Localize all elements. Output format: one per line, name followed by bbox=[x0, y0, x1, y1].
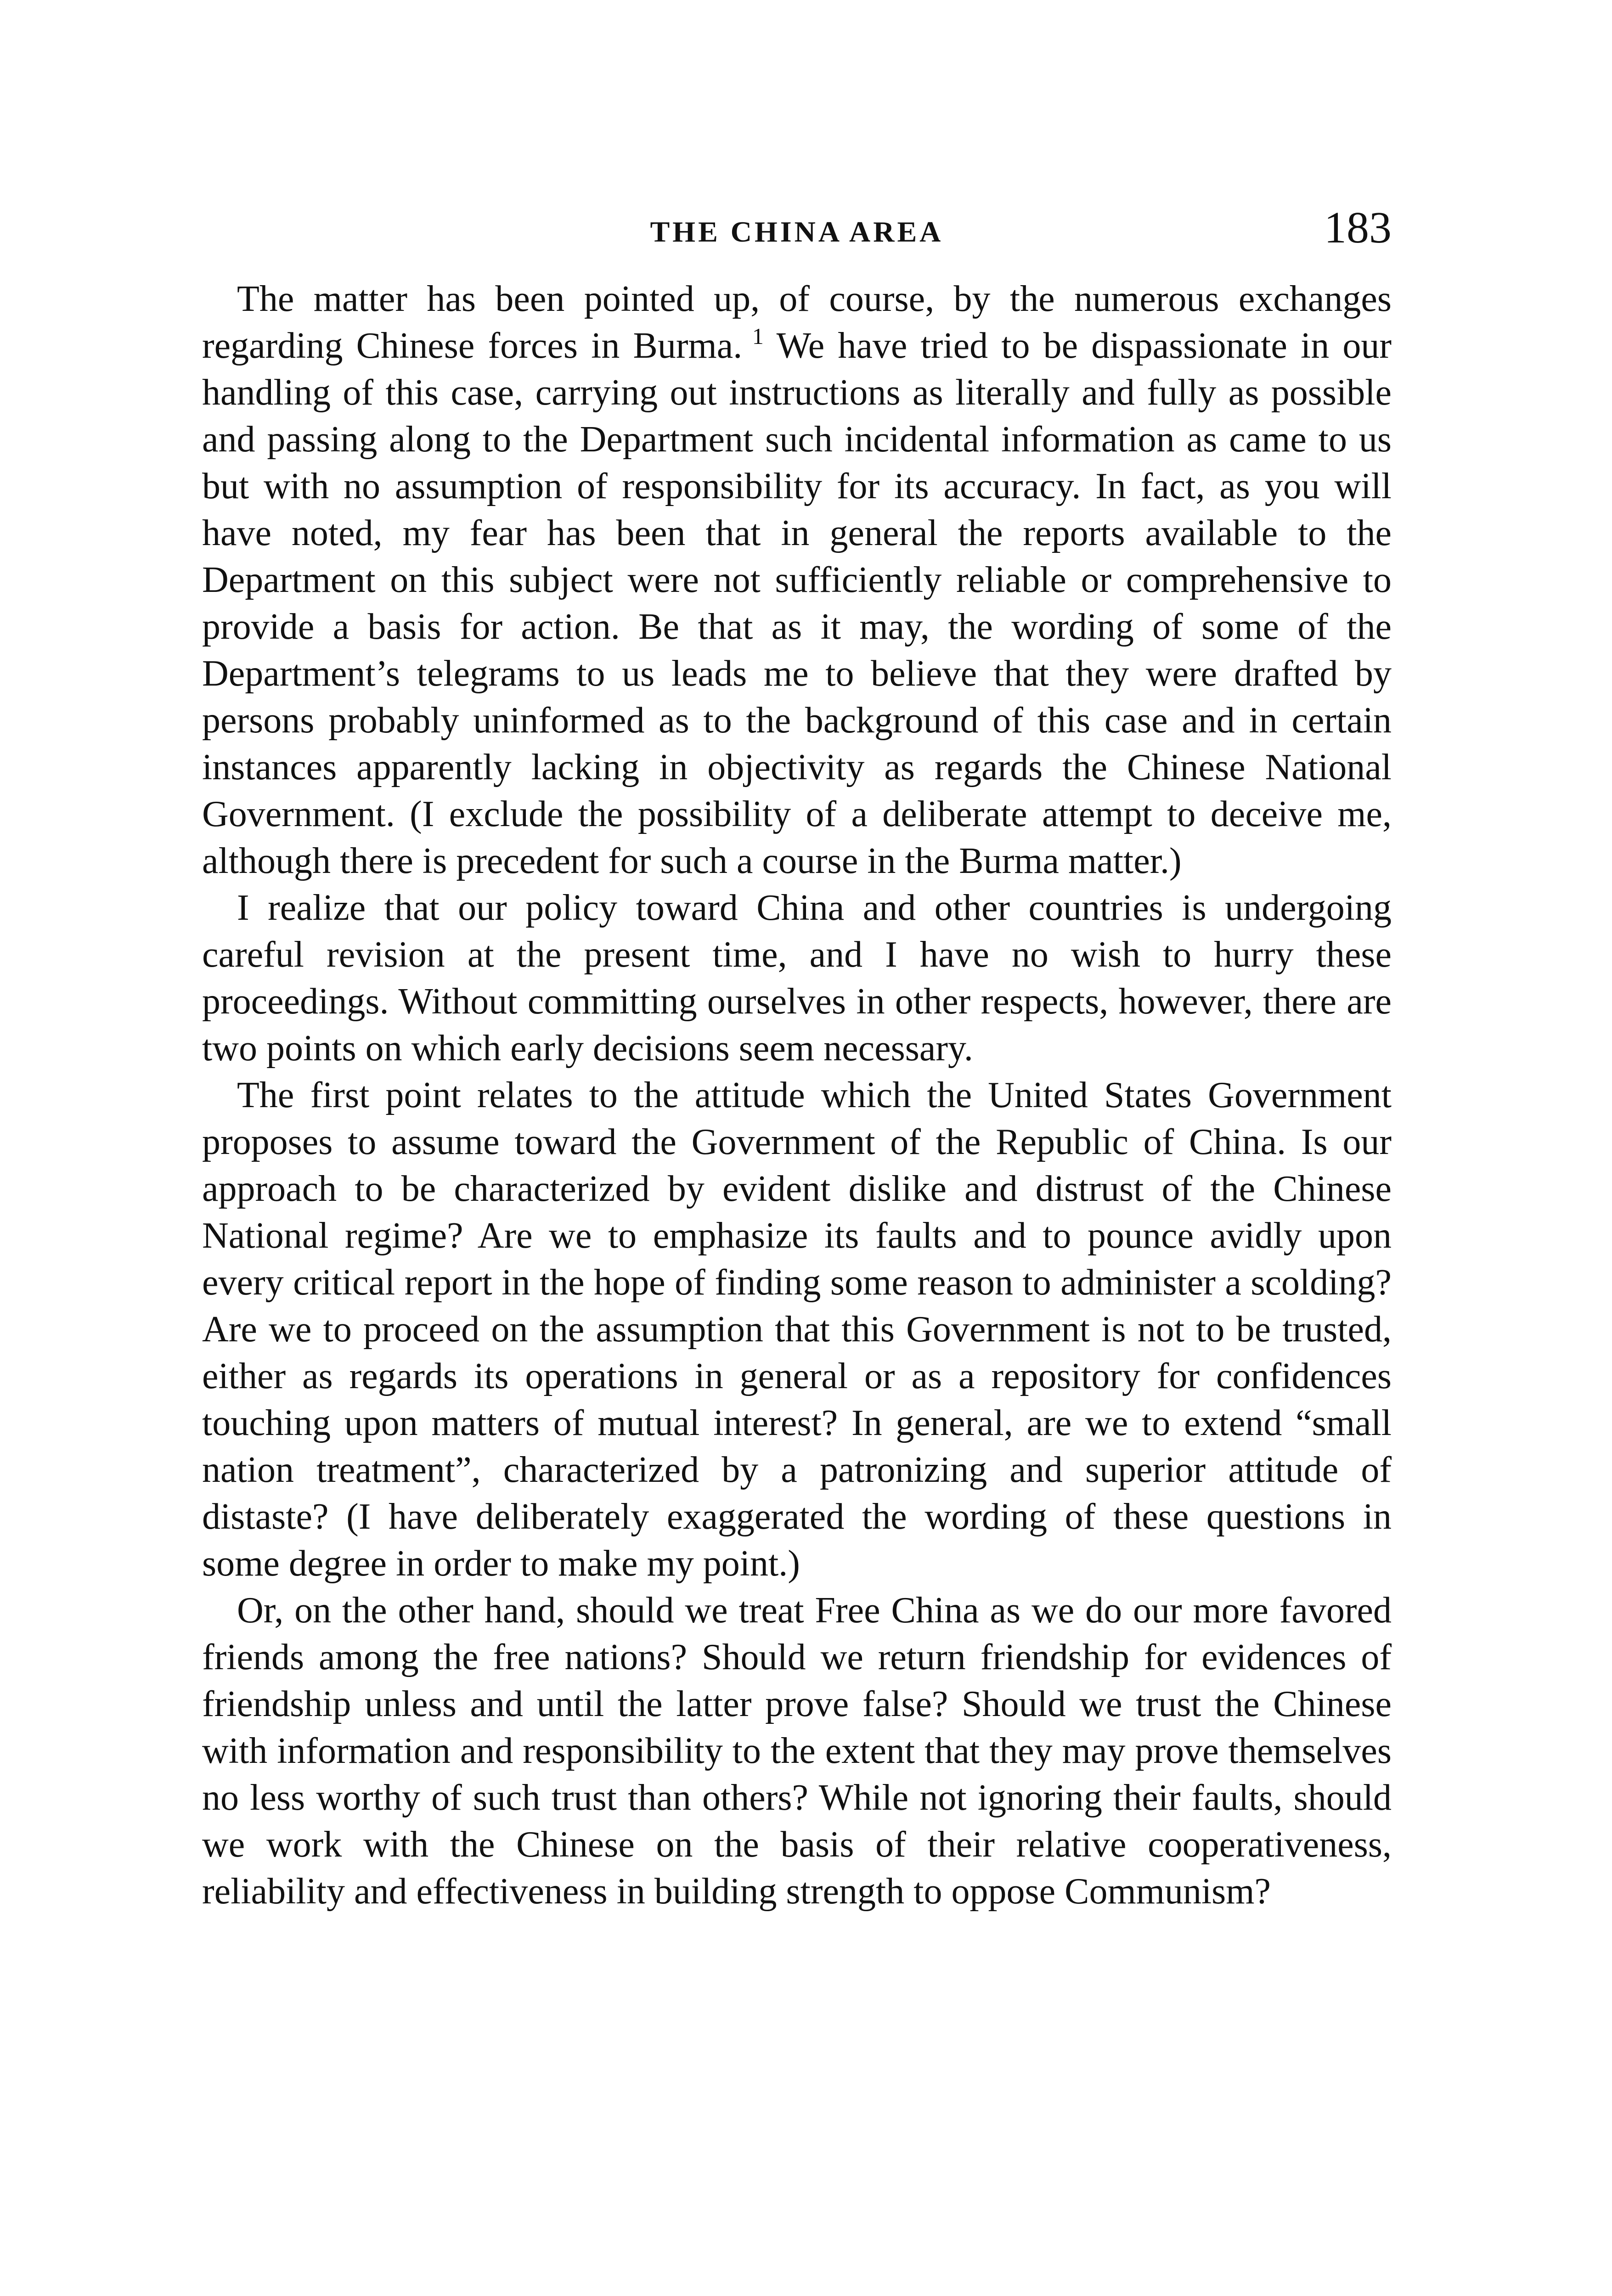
running-head bbox=[202, 202, 1392, 257]
paragraph-4: Or, on the other hand, should we treat Free China as we do our more favored friends among the free nations? Should we return friendship for evidences of friendship unless and until the latter prove false? Should we trust the Chinese with information and responsibility to the extent that they may prove themselves no less worthy of such trust than others? While not ignoring their faults, should we work with the Chinese on the basis of their relative cooperativeness, reliability and effectiveness in building strength to oppose Communism? bbox=[202, 1590, 1392, 1912]
paragraph-1-text-b: We have tried to be dispassionate in our handling of this case, carrying out instructions as literally and fully as possible and passing along to the Department such incidental information as came to us but with no assumption of responsibility for its accuracy. In fact, as you will have noted, my fear has been that in general the reports available to the Department on this subject were not sufficiently reliable or comprehensive to provide a basis for action. Be that as it may, the wording of some of the Department’s telegrams to us leads me to believe that they were drafted by persons probably uninformed as to the background of this case and in certain instances apparently lacking in objectivity as regards the Chinese National Government. (I exclude the possibility of a deliberate attempt to deceive me, although there is precedent for such a course in the Burma matter.) bbox=[202, 326, 1392, 881]
paragraph-3: The first point relates to the attitude which the United States Government proposes to assume toward the Government of the Republic of China. Is our approach to be characterized by evident dislike and distrust of the Chinese National regime? Are we to emphasize its faults and to pounce avidly upon every critical report in the hope of finding some reason to administer a scolding? Are we to proceed on the assumption that this Government is not to be trusted, either as regards its operations in general or as a repository for confidences touching upon matters of mutual interest? In general, are we to extend “small nation treatment”, characterized by a patronizing and superior attitude of distaste? (I have deliberately exaggerated the wording of these questions in some degree in order to make my point.) bbox=[202, 1075, 1392, 1584]
footnote-reference-number: 1 bbox=[752, 323, 764, 349]
footnote-reference bbox=[742, 323, 764, 349]
running-title: THE CHINA AREA bbox=[650, 215, 944, 248]
paragraph-1 bbox=[202, 276, 1392, 884]
paragraph-2: I realize that our policy toward China and other countries is undergoing careful revision at the present time, and I have no wish to hurry these proceedings. Without committing ourselves in other respects, however, there are two points on which early decisions seem necessary. bbox=[202, 888, 1392, 1069]
page-number: 183 bbox=[1324, 203, 1392, 253]
body-text bbox=[202, 276, 1392, 1915]
paragraph-1-text-a: The matter has been pointed up, of course, by the numerous exchanges regarding Chinese forces in Burma. bbox=[202, 279, 1392, 366]
